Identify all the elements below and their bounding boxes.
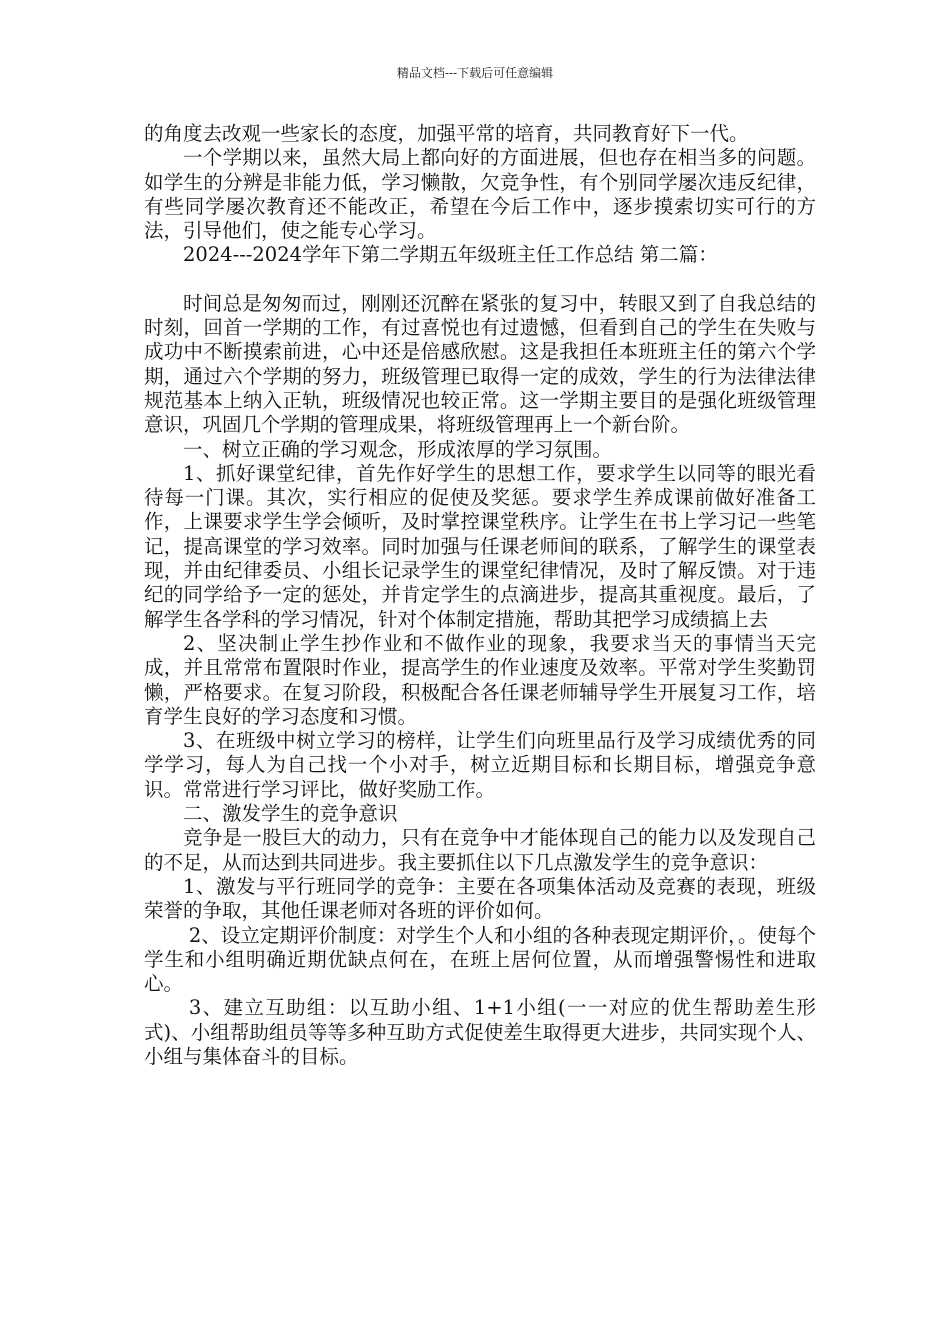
paragraph: 2、坚决制止学生抄作业和不做作业的现象，我要求当天的事情当天完成，并且常常布置限时作业，提高学生的作业速度及效率。平常对学生奖勤罚懒，严格要求。在复习阶段，积极配合各任课老师辅导学生开展复习工作，培育学生良好的学习态度和习惯。 [144,631,816,728]
paragraph: 时间总是匆匆而过，刚刚还沉醉在紧张的复习中，转眼又到了自我总结的时刻，回首一学期的工作，有过喜悦也有过遗憾，但看到自己的学生在失败与成功中不断摸索前进，心中还是倍感欣慰。这是我担任本班班主任的第六个学期，通过六个学期的努力，班级管理已取得一定的成效，学生的行为法律法律规范基本上纳入正轨，班级情况也较正常。这一学期主要目的是强化班级管理意识，巩固几个学期的管理成果，将班级管理再上一个新台阶。 [144,291,816,437]
paragraph: 一个学期以来，虽然大局上都向好的方面进展，但也存在相当多的问题。如学生的分辨是非能力低，学习懒散，欠竞争性，有个别同学屡次违反纪律，有些同学屡次教育还不能改正，希望在今后工作中，逐步摸索切实可行的方法，引导他们，使之能专心学习。 [144,146,816,243]
page-header: 精品文档---下载后可任意编辑 [396,66,554,80]
paragraph: 3、在班级中树立学习的榜样，让学生们向班里品行及学习成绩优秀的同学学习，每人为自己找一个小对手，树立近期目标和长期目标，增强竞争意识。常常进行学习评比，做好奖励工作。 [144,729,816,801]
paragraph: 竞争是一股巨大的动力，只有在竞争中才能体现自己的能力以及发现自己的不足，从而达到共同进步。我主要抓住以下几点激发学生的竞争意识： [144,826,816,874]
paragraph: 1、抓好课堂纪律，首先作好学生的思想工作，要求学生以同等的眼光看待每一门课。其次，实行相应的促使及奖惩。要求学生养成课前做好准备工作，上课要求学生学会倾听，及时掌控课堂秩序。让学生在书上学习记一些笔记，提高课堂的学习效率。同时加强与任课老师间的联系，了解学生的课堂表现，并由纪律委员、小组长记录学生的课堂纪律情况，及时了解反馈。对于违纪的同学给予一定的惩处，并肯定学生的点滴进步，提高其重视度。最后，了解学生各学科的学习情况，针对个体制定措施，帮助其把学习成绩搞上去 [144,461,816,631]
document-body [144,122,816,1069]
paragraph: 2、设立定期评价制度：对学生个人和小组的各种表现定期评价，。使每个学生和小组明确近期优缺点何在，在班上居何位置，从而增强警惕性和进取心。 [144,923,816,996]
blank-line [144,268,816,292]
section-heading: 二、激发学生的竞争意识 [183,802,398,826]
paragraph: 3、建立互助组：以互助小组、1+1小组(一一对应的优生帮助差生形式)、小组帮助组员等等多种互助方式促使差生取得更大进步，共同实现个人、小组与集体奋斗的目标。 [144,996,816,1068]
paragraph: 的角度去改观一些家长的态度，加强平常的培育，共同教育好下一代。 [144,122,749,145]
section-heading: 一、树立正确的学习观念，形成浓厚的学习氛围。 [183,437,613,461]
section-heading: 2024---2024学年下第二学期五年级班主任工作总结 第二篇： [183,243,718,267]
paragraph: 1、激发与平行班同学的竞争：主要在各项集体活动及竞赛的表现，班级荣誉的争取，其他任课老师对各班的评价如何。 [144,874,816,923]
